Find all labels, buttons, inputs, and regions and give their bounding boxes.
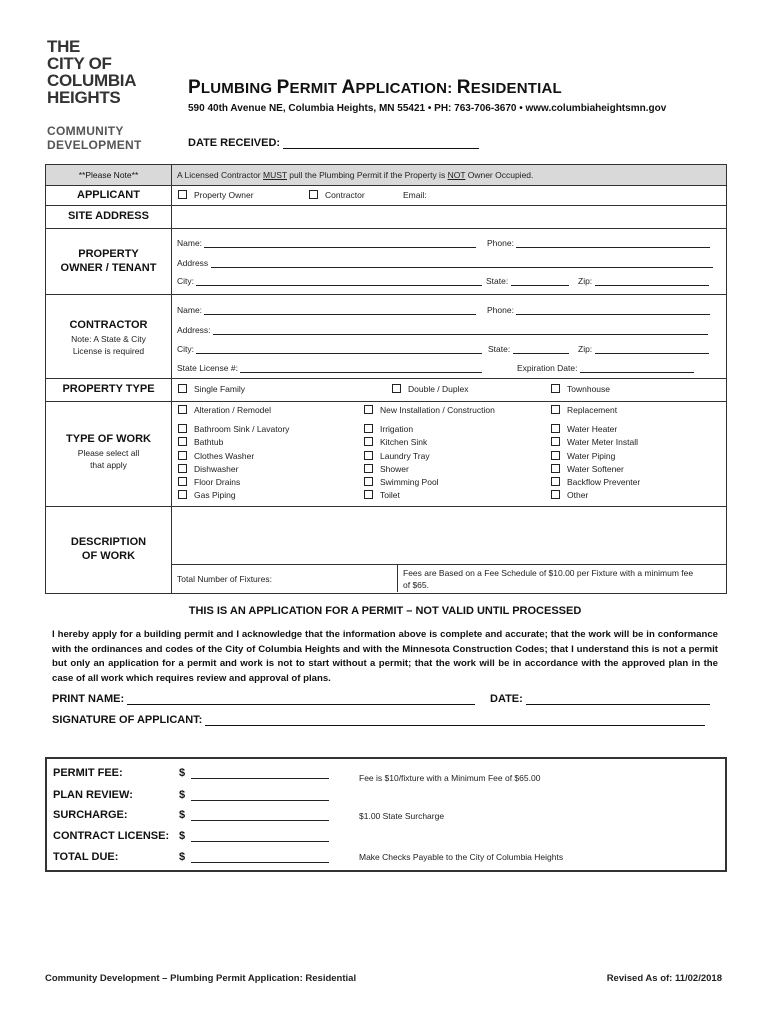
plan-review-label: PLAN REVIEW:: [53, 789, 133, 801]
total-due-label: TOTAL DUE:: [53, 851, 119, 863]
work-option[interactable]: [551, 436, 640, 449]
note-part: pull the Plumbing Permit if the Property is: [286, 170, 448, 180]
option-label: Other: [567, 490, 589, 501]
logo-line: COMMUNITY: [47, 124, 124, 138]
property-type-label: PROPERTY TYPE: [62, 383, 155, 395]
logo-line: THE: [47, 37, 81, 56]
work-option[interactable]: [178, 489, 289, 502]
field-label: State License #:: [177, 363, 238, 373]
owner-state-field[interactable]: [486, 276, 569, 286]
checkbox[interactable]: [178, 490, 187, 499]
owner-label: [46, 247, 171, 275]
title-part: ESIDENTIAL: [470, 80, 562, 97]
work-option[interactable]: [364, 476, 439, 489]
page-title: [188, 77, 562, 99]
print-name-field[interactable]: [52, 693, 475, 705]
field-label: PRINT NAME:: [52, 693, 125, 705]
field-line[interactable]: [526, 694, 710, 705]
type-of-work-note-line: Please select all: [77, 448, 140, 458]
email-label: Email:: [403, 190, 427, 200]
option-label: Kitchen Sink: [380, 437, 428, 448]
option-label: Property Owner: [194, 190, 254, 200]
logo-line: COLUMBIA: [47, 71, 137, 90]
option-label: Floor Drains: [194, 477, 241, 488]
contractor-license-field[interactable]: [177, 363, 482, 373]
checkbox[interactable]: [364, 437, 373, 446]
field-line[interactable]: [196, 344, 482, 354]
checkbox[interactable]: [551, 437, 560, 446]
checkbox[interactable]: [364, 490, 373, 499]
checkbox[interactable]: [551, 451, 560, 460]
checkbox[interactable]: [364, 464, 373, 473]
work-option[interactable]: [551, 489, 640, 502]
field-label: Phone:: [487, 305, 514, 315]
footer-revision: Revised As of: 11/02/2018: [606, 973, 722, 984]
total-due-input[interactable]: [191, 862, 329, 863]
field-line[interactable]: [511, 276, 569, 286]
field-label: Address:: [177, 325, 211, 335]
checkbox[interactable]: [178, 424, 187, 433]
title-part: ERMIT: [289, 80, 342, 97]
checkbox[interactable]: [309, 190, 318, 199]
applicant-option-contractor[interactable]: [309, 190, 365, 200]
checkbox[interactable]: [364, 405, 373, 414]
owner-label-line: OWNER / TENANT: [60, 262, 157, 274]
surcharge-input[interactable]: [191, 820, 329, 821]
work-option[interactable]: [364, 463, 439, 476]
option-label: Water Heater: [567, 424, 618, 434]
owner-address-field[interactable]: [177, 258, 713, 268]
owner-city-field[interactable]: [177, 276, 482, 286]
work-option[interactable]: [364, 450, 439, 463]
work-column-2: [364, 423, 439, 503]
field-line[interactable]: [205, 715, 705, 726]
fee-schedule-note: [403, 567, 693, 591]
date-received: [188, 137, 479, 149]
contractor-zip-field[interactable]: [578, 344, 709, 354]
field-label: Zip:: [578, 276, 593, 286]
checkbox[interactable]: [551, 384, 560, 393]
work-option[interactable]: [551, 450, 640, 463]
property-type-option[interactable]: [551, 384, 610, 394]
plan-review-input[interactable]: [191, 800, 329, 801]
work-column-3: [551, 423, 640, 503]
checkbox[interactable]: [364, 477, 373, 486]
field-label: Zip:: [578, 344, 593, 354]
type-of-work-note-line: that apply: [90, 460, 127, 470]
checkbox[interactable]: [178, 477, 187, 486]
checkbox[interactable]: [178, 464, 187, 473]
surcharge-label: SURCHARGE:: [53, 809, 128, 821]
work-option[interactable]: [178, 476, 289, 489]
fee-note-line: Fees are Based on a Fee Schedule of $10.00 per Fixture with a minimum fee: [403, 568, 694, 578]
contract-license-label: CONTRACT LICENSE:: [53, 830, 170, 842]
footer-left: Community Development – Plumbing Permit Application: Residential: [45, 973, 357, 984]
work-option[interactable]: [551, 463, 640, 476]
field-line[interactable]: [580, 363, 694, 373]
checkbox[interactable]: [551, 424, 560, 433]
title-part: LUMBING: [200, 80, 277, 97]
contractor-expiration-field[interactable]: [517, 363, 694, 373]
option-label: Dishwasher: [194, 463, 239, 474]
field-line[interactable]: [595, 276, 709, 286]
option-label: Replacement: [567, 405, 618, 415]
title-part: PPLICATION:: [355, 80, 457, 97]
permit-fee-label: PERMIT FEE:: [53, 767, 123, 779]
checkbox[interactable]: [178, 437, 187, 446]
note-part: Owner Occupied.: [465, 170, 534, 180]
field-line[interactable]: [516, 305, 710, 315]
option-label: Gas Piping: [194, 490, 236, 501]
contractor-address-field[interactable]: [177, 325, 708, 335]
checkbox[interactable]: [551, 464, 560, 473]
note-part: MUST: [263, 170, 287, 180]
work-option[interactable]: [364, 405, 495, 415]
checkbox[interactable]: [364, 451, 373, 460]
work-option[interactable]: [178, 463, 289, 476]
signature-field[interactable]: [52, 714, 705, 726]
contractor-label: CONTRACTOR: [69, 319, 148, 331]
type-of-work-label: TYPE OF WORK: [66, 433, 151, 445]
dollar-sign: $: [179, 789, 186, 801]
city-logo: [47, 38, 136, 106]
permit-fee-note: Fee is $10/fixture with a Minimum Fee of $65.00: [359, 773, 541, 783]
work-option[interactable]: [551, 476, 640, 489]
work-option[interactable]: [364, 423, 439, 436]
field-label: DATE:: [490, 693, 523, 705]
contractor-name-field[interactable]: [177, 305, 476, 315]
field-label: City:: [177, 344, 194, 354]
option-label: Irrigation: [380, 424, 414, 434]
checkbox[interactable]: [551, 490, 560, 499]
contractor-note-line: License is required: [72, 346, 145, 356]
logo-line: HEIGHTS: [47, 88, 121, 107]
option-label: Clothes Washer: [194, 450, 255, 461]
option-label: Single Family: [194, 384, 246, 394]
application-notice: THIS IS AN APPLICATION FOR A PERMIT – NOT VALID UNTIL PROCESSED: [188, 605, 582, 617]
work-option[interactable]: [178, 436, 289, 449]
work-option[interactable]: [364, 436, 439, 449]
option-label: Double / Duplex: [408, 384, 469, 394]
option-label: Water Piping: [567, 450, 616, 461]
field-label: Name:: [177, 238, 203, 248]
field-label: City:: [177, 276, 194, 286]
field-label: State:: [488, 344, 511, 354]
field-line[interactable]: [513, 344, 569, 354]
field-line[interactable]: [204, 305, 476, 315]
checkbox[interactable]: [178, 190, 187, 199]
property-type-option[interactable]: [178, 384, 245, 394]
dollar-sign: $: [179, 851, 186, 863]
contract-license-input[interactable]: [191, 841, 329, 842]
total-fixtures-label: Total Number of Fixtures:: [177, 574, 272, 584]
dollar-sign: $: [179, 767, 186, 779]
checkbox[interactable]: [178, 384, 187, 393]
field-label: Phone:: [487, 238, 514, 248]
option-label: Alteration / Remodel: [194, 405, 272, 415]
checkbox[interactable]: [178, 405, 187, 414]
applicant-statement: I hereby apply for a building permit and I acknowledge that the information above is complete and accurate; that the work will be in conformance with the ordinances and codes of the City of Columbia Heights and with the Minnesota Construction Codes; that I understand this is not a permit but only an application for a permit and work is not to start without a permit; that the work will be in accordance with the approved plan in the case of all work which requires review and approval of plans.: [52, 629, 718, 684]
dollar-sign: $: [179, 809, 186, 821]
field-label: SIGNATURE OF APPLICANT:: [52, 714, 203, 726]
field-line[interactable]: [213, 325, 708, 335]
option-label: Townhouse: [567, 384, 611, 394]
work-option[interactable]: [178, 450, 289, 463]
note-part: A Licensed Contractor: [177, 170, 263, 180]
option-label: Shower: [380, 463, 409, 474]
checkbox[interactable]: [392, 384, 401, 393]
field-line[interactable]: [240, 363, 482, 373]
logo-line: DEVELOPMENT: [47, 138, 142, 152]
description-input[interactable]: [172, 507, 726, 563]
title-part: P: [276, 77, 290, 98]
option-label: Bathtub: [194, 437, 224, 448]
option-label: New Installation / Construction: [380, 405, 495, 415]
field-line[interactable]: [211, 258, 713, 268]
field-line[interactable]: [127, 694, 475, 705]
note-text: [177, 170, 533, 180]
site-address-label: SITE ADDRESS: [68, 210, 149, 222]
option-label: Contractor: [325, 190, 365, 200]
option-label: Laundry Tray: [380, 450, 430, 461]
field-label: Name:: [177, 305, 203, 315]
payment-note: Make Checks Payable to the City of Columbia Heights: [359, 852, 564, 862]
surcharge-note: $1.00 State Surcharge: [359, 811, 445, 821]
checkbox[interactable]: [178, 451, 187, 460]
option-label: Bathroom Sink / Lavatory: [194, 424, 290, 434]
permit-fee-input[interactable]: [191, 778, 329, 779]
dollar-sign: $: [179, 830, 186, 842]
title-part: R: [456, 77, 471, 98]
checkbox[interactable]: [364, 424, 373, 433]
contractor-phone-field[interactable]: [487, 305, 710, 315]
applicant-label: APPLICANT: [77, 189, 140, 201]
fees-box: [45, 757, 727, 872]
field-line[interactable]: [204, 238, 476, 248]
work-option[interactable]: [551, 405, 617, 415]
contractor-city-field[interactable]: [177, 344, 482, 354]
work-option[interactable]: [551, 423, 640, 436]
contractor-note-line: Note: A State & City: [71, 334, 146, 344]
description-label: [46, 535, 171, 563]
work-option[interactable]: [178, 423, 289, 436]
work-option[interactable]: [178, 405, 271, 415]
note-part: NOT: [447, 170, 466, 180]
option-label: Toilet: [380, 490, 400, 501]
option-label: Backflow Preventer: [567, 477, 641, 488]
option-label: Water Softener: [567, 463, 624, 474]
owner-phone-field[interactable]: [487, 238, 710, 248]
field-label: State:: [486, 276, 509, 286]
owner-label-line: PROPERTY: [78, 248, 139, 260]
title-part: P: [188, 77, 201, 98]
date-received-field[interactable]: [283, 138, 479, 149]
date-field[interactable]: [490, 693, 710, 705]
owner-zip-field[interactable]: [578, 276, 709, 286]
field-label: Expiration Date:: [517, 363, 578, 373]
checkbox[interactable]: [551, 405, 560, 414]
field-line[interactable]: [516, 238, 710, 248]
fee-note-line: of $65.: [403, 580, 429, 590]
note-label: **Please Note**: [78, 170, 139, 180]
contractor-state-field[interactable]: [488, 344, 569, 354]
applicant-option-owner[interactable]: [178, 190, 254, 200]
work-column-1: [178, 423, 289, 503]
owner-name-field[interactable]: [177, 238, 476, 248]
contractor-note: [46, 333, 171, 357]
field-line[interactable]: [595, 344, 709, 354]
field-label: Address: [177, 258, 209, 268]
title-part: A: [341, 77, 356, 98]
department-logo: [47, 124, 142, 152]
description-label-line: DESCRIPTION: [70, 536, 147, 548]
date-received-label: DATE RECEIVED:: [188, 137, 281, 149]
logo-line: CITY OF: [47, 54, 112, 73]
property-type-option[interactable]: [392, 384, 468, 394]
option-label: Swimming Pool: [380, 477, 439, 488]
type-of-work-note: [46, 447, 171, 471]
contact-address: 590 40th Avenue NE, Columbia Heights, MN 55421 • PH: 763-706-3670 • www.columbiaheightsmn.gov: [188, 103, 667, 114]
checkbox[interactable]: [551, 477, 560, 486]
description-label-line: OF WORK: [81, 550, 136, 562]
work-option[interactable]: [364, 489, 439, 502]
field-line[interactable]: [196, 276, 482, 286]
application-form: [45, 164, 727, 594]
option-label: Water Meter Install: [567, 437, 639, 448]
